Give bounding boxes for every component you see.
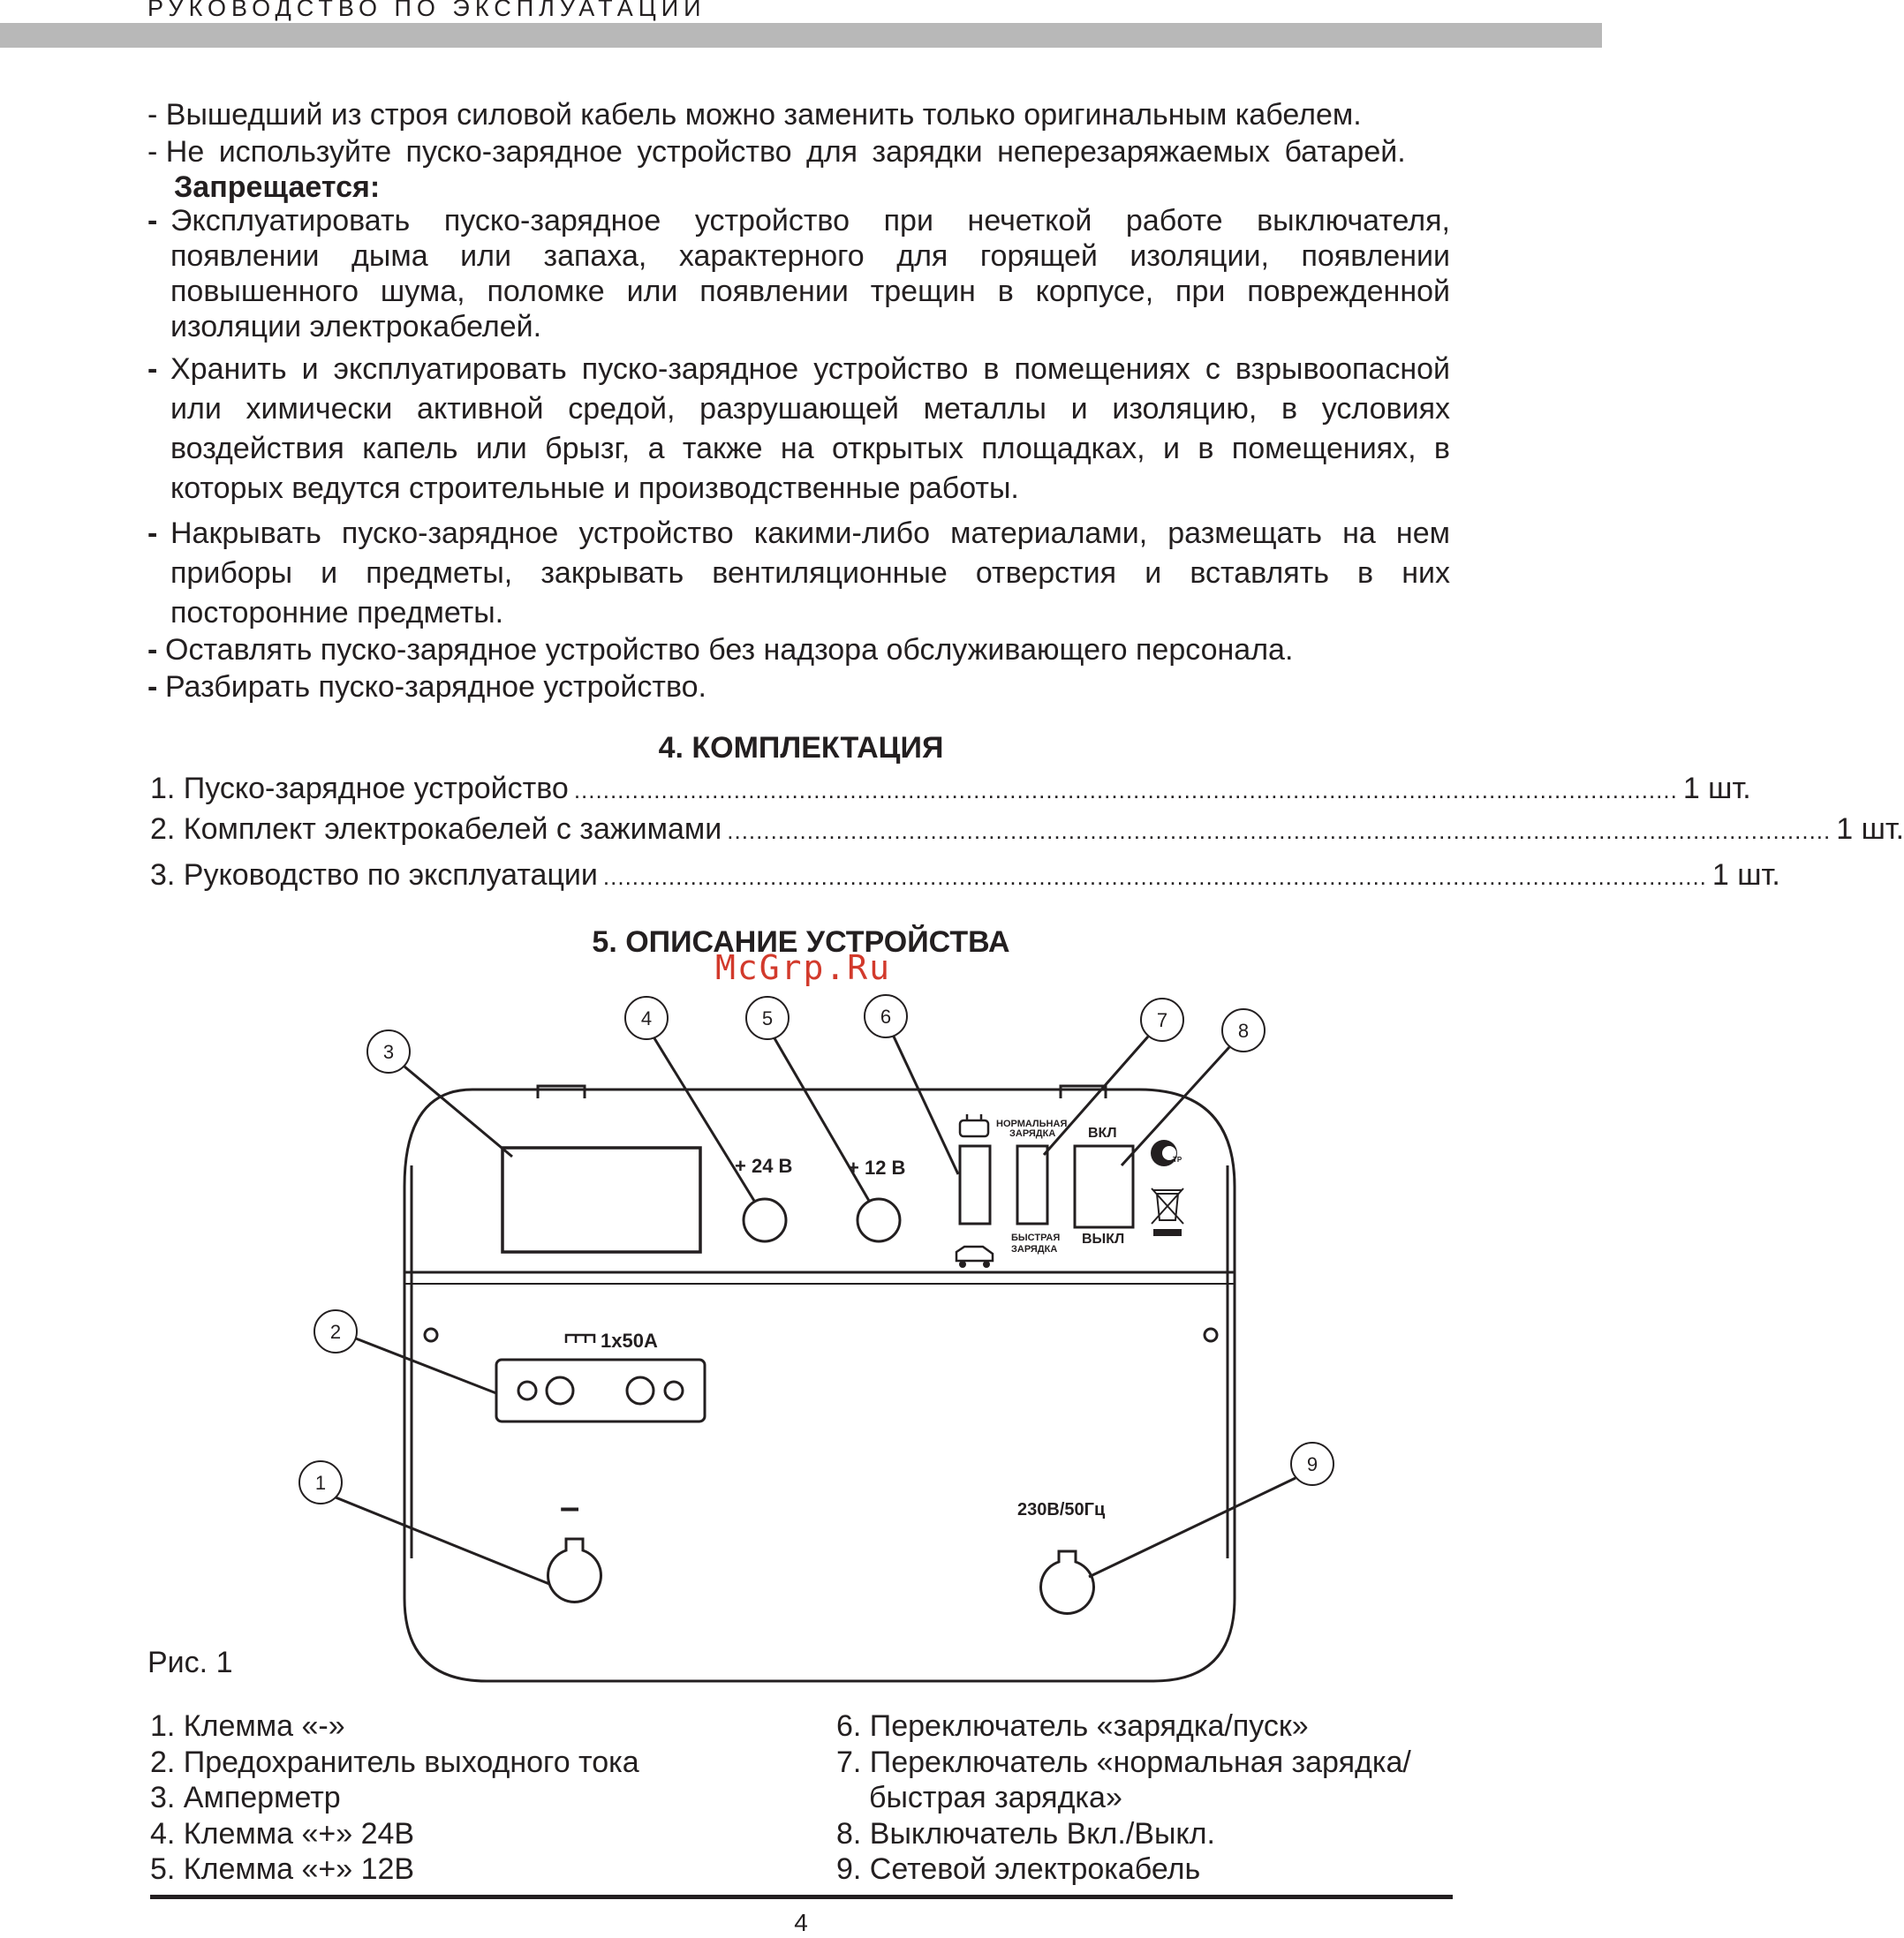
dash: - [147, 670, 158, 704]
label-cert-small: ТР [1173, 1156, 1182, 1164]
legend-item: 4. Клемма «+» 24В [150, 1816, 415, 1851]
legend-item: 2. Предохранитель выходного тока [150, 1745, 639, 1779]
kit-heading: 4. КОМПЛЕКТАЦИЯ [658, 731, 944, 765]
label-cert-mark: С [1159, 1159, 1160, 1160]
dash: - [147, 135, 166, 169]
body-top-bracket-left [538, 1086, 585, 1098]
item-line: посторонние предметы. [170, 596, 504, 630]
label-12v: + 12 В [848, 1157, 906, 1179]
callout-number-4: 4 [640, 1007, 653, 1029]
callout-number-8: 8 [1237, 1020, 1250, 1042]
legend-item: 9. Сетевой электрокабель [836, 1852, 1201, 1886]
callout-number-5: 5 [761, 1007, 774, 1029]
item-line: которых ведутся строительные и производственные работы. [170, 471, 1019, 505]
screw-hole-right [1205, 1329, 1217, 1341]
screw-hole-left [425, 1329, 437, 1341]
item-line: воздействия капель или брызг, а также на открытых площадках, и в помещениях, в [170, 432, 1450, 465]
legend-left [150, 1708, 639, 1888]
kit-item-qty: 1 шт. [1711, 858, 1780, 892]
mains-cable-inlet [1040, 1551, 1093, 1613]
label-on: ВКЛ [1088, 1126, 1117, 1141]
switch-charge-start [960, 1146, 990, 1224]
legend-item: 5. Клемма «+» 12В [150, 1852, 415, 1886]
car-start-icon [956, 1247, 993, 1261]
leader-9 [1089, 1478, 1296, 1577]
kit-item-qty: 1 шт. [1682, 772, 1751, 805]
label-24v: + 24 В [735, 1155, 793, 1177]
callout-number-1: 1 [314, 1472, 327, 1494]
weee-bin-icon [1152, 1188, 1183, 1224]
battery-icon [960, 1120, 988, 1136]
label-normal-1: НОРМАЛЬНАЯ [996, 1119, 1068, 1129]
kit-item-label: 2. Комплект электрокабелей с зажимами [150, 812, 722, 846]
label-fast-1: БЫСТРАЯ [1011, 1233, 1061, 1243]
item-line: Накрывать пуско-зарядное устройство какими-либо материалами, размещать на нем [170, 517, 1450, 550]
figure-caption: Рис. 1 [147, 1646, 233, 1679]
kit-item-qty: 1 шт. [1836, 812, 1904, 846]
legend-item: 7. Переключатель «нормальная зарядка/ [836, 1745, 1411, 1779]
legend-item: быстрая зарядка» [869, 1781, 1122, 1814]
kit-item-label: 1. Пуско-зарядное устройство [150, 772, 569, 805]
callout-number-6: 6 [880, 1006, 892, 1028]
item-line: Хранить и эксплуатировать пуско-зарядное устройство в помещениях с взрывоопасной [170, 352, 1450, 386]
fuse-panel [496, 1360, 705, 1421]
kit-item-leader: ........................................................................................................................................................ [602, 863, 1707, 890]
label-minus: – [560, 1488, 580, 1527]
callout-number-2: 2 [329, 1321, 342, 1343]
callout-number-9: 9 [1306, 1453, 1318, 1475]
switch-power [1075, 1146, 1133, 1227]
item-line: Эксплуатировать пуско-зарядное устройство при нечеткой работе выключателя, [170, 204, 1450, 238]
label-off: ВЫКЛ [1082, 1232, 1125, 1247]
legend-item: 6. Переключатель «зарядка/пуск» [836, 1709, 1309, 1743]
header-title: РУКОВОДСТВО ПО ЭКСПЛУАТАЦИИ [147, 0, 706, 21]
label-fuse: 1x50A [601, 1330, 658, 1352]
kit-item-leader: ........................................................................................................................................................ [573, 777, 1678, 803]
page-number: 4 [794, 1909, 808, 1936]
dash: - [147, 98, 166, 132]
item-line: Оставлять пуско-зарядное устройство без надзора обслуживающего персонала. [165, 633, 1294, 667]
label-mains: 230В/50Гц [1017, 1500, 1106, 1519]
label-fast-2: ЗАРЯДКА [1011, 1244, 1058, 1255]
leader-3 [404, 1067, 512, 1157]
dash: - [147, 633, 158, 667]
fuse-hole [665, 1382, 683, 1399]
callout-number-7: 7 [1156, 1009, 1168, 1031]
callout-number-3: 3 [382, 1041, 395, 1063]
fuse-hole [547, 1377, 573, 1404]
forbidden-title: Запрещается: [174, 170, 381, 204]
item-line: или химически активной средой, разрушающей металлы и изоляцию, в условиях [170, 392, 1450, 426]
dash: - [147, 517, 158, 550]
footer-rule [150, 1895, 1453, 1899]
item-line: Разбирать пуско-зарядное устройство. [165, 670, 706, 704]
device-body-outline [404, 1090, 1235, 1681]
kit-item-label: 3. Руководство по эксплуатации [150, 858, 598, 892]
terminal-minus [548, 1539, 601, 1602]
fuse-hole [518, 1382, 536, 1399]
item-line: изоляции электрокабелей. [170, 310, 542, 343]
label-normal-2: ЗАРЯДКА [1009, 1128, 1056, 1139]
warning-text: Не используйте пуско-зарядное устройство для зарядки неперезаряжаемых батарей. [165, 135, 1406, 169]
description-heading: 5. ОПИСАНИЕ УСТРОЙСТВА [592, 925, 1010, 959]
ammeter-window [502, 1148, 700, 1252]
leader-6 [894, 1037, 958, 1174]
terminal-24v [744, 1199, 786, 1241]
item-line: приборы и предметы, закрывать вентиляционные отверстия и вставлять в них [170, 556, 1450, 590]
item-line: повышенного шума, поломке или появлении трещин в корпусе, при поврежденной [170, 275, 1450, 308]
leader-2 [356, 1339, 496, 1393]
switch-normal-fast [1017, 1146, 1047, 1224]
weee-bar-icon [1153, 1229, 1182, 1236]
legend-item: 1. Клемма «-» [150, 1709, 345, 1743]
watermark: McGrp.Ru [715, 948, 892, 987]
legend-item: 3. Амперметр [150, 1781, 341, 1814]
item-line: появлении дыма или запаха, характерного для горящей изоляции, появлении [170, 239, 1450, 273]
dash: - [147, 204, 158, 238]
dash: - [147, 352, 158, 386]
fuse-icon [566, 1335, 594, 1343]
kit-item-leader: ........................................................................................................................................................ [727, 818, 1832, 844]
terminal-12v [858, 1199, 900, 1241]
legend-item: 8. Выключатель Вкл./Выкл. [836, 1816, 1215, 1851]
fuse-hole [627, 1377, 654, 1404]
leader-1 [336, 1497, 549, 1584]
warning-text: Вышедший из строя силовой кабель можно заменить только оригинальным кабелем. [165, 98, 1362, 132]
legend-right [836, 1708, 1411, 1888]
